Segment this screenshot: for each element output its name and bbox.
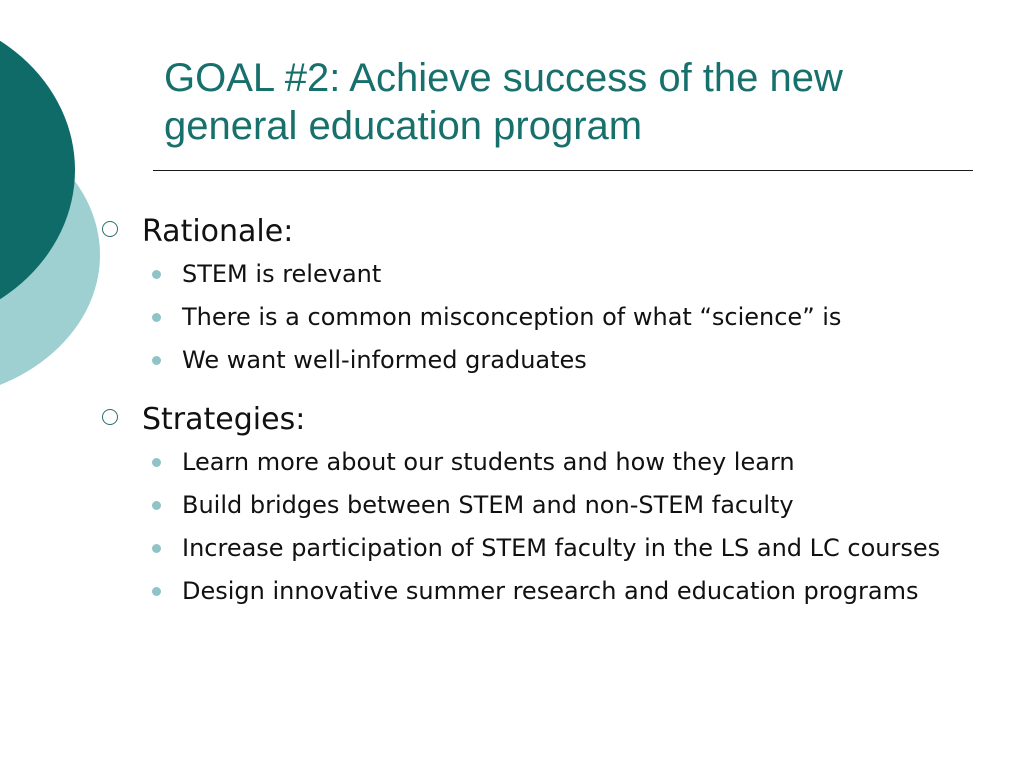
dot-bullet-icon: [152, 356, 161, 365]
list-item: [148, 299, 1008, 335]
section-heading: Strategies:: [142, 402, 306, 437]
list-item-text: STEM is relevant: [182, 260, 382, 288]
strategies-list: [96, 444, 1008, 609]
slide-title: GOAL #2: Achieve success of the new general education program: [164, 56, 843, 148]
dot-bullet-icon: [152, 501, 161, 510]
list-item: [148, 256, 1008, 292]
list-item-text: Learn more about our students and how they learn: [182, 448, 795, 476]
section-heading-row: [96, 398, 1008, 442]
list-item: [148, 342, 1008, 378]
list-item-text: Build bridges between STEM and non-STEM faculty: [182, 491, 794, 519]
section-heading: Rationale:: [142, 214, 294, 249]
list-item: [148, 530, 1008, 566]
section-heading-row: [96, 210, 1008, 254]
dot-bullet-icon: [152, 458, 161, 467]
dot-bullet-icon: [152, 270, 161, 279]
list-item-text: We want well-informed graduates: [182, 346, 587, 374]
dot-bullet-icon: [152, 544, 161, 553]
dot-bullet-icon: [152, 587, 161, 596]
ring-bullet-icon: [102, 409, 118, 425]
ring-bullet-icon: [102, 221, 118, 237]
list-item-text: There is a common misconception of what “science” is: [182, 303, 842, 331]
list-item-text: Design innovative summer research and education programs: [182, 577, 919, 605]
section-strategies: [96, 398, 1008, 609]
list-item: [148, 487, 1008, 523]
title-divider: [153, 170, 973, 171]
dot-bullet-icon: [152, 313, 161, 322]
rationale-list: [96, 256, 1008, 378]
list-item: [148, 444, 1008, 480]
list-item-text: Increase participation of STEM faculty in the LS and LC courses: [182, 534, 941, 562]
list-item: [148, 573, 1008, 609]
slide-content: [96, 210, 1008, 629]
section-rationale: [96, 210, 1008, 378]
